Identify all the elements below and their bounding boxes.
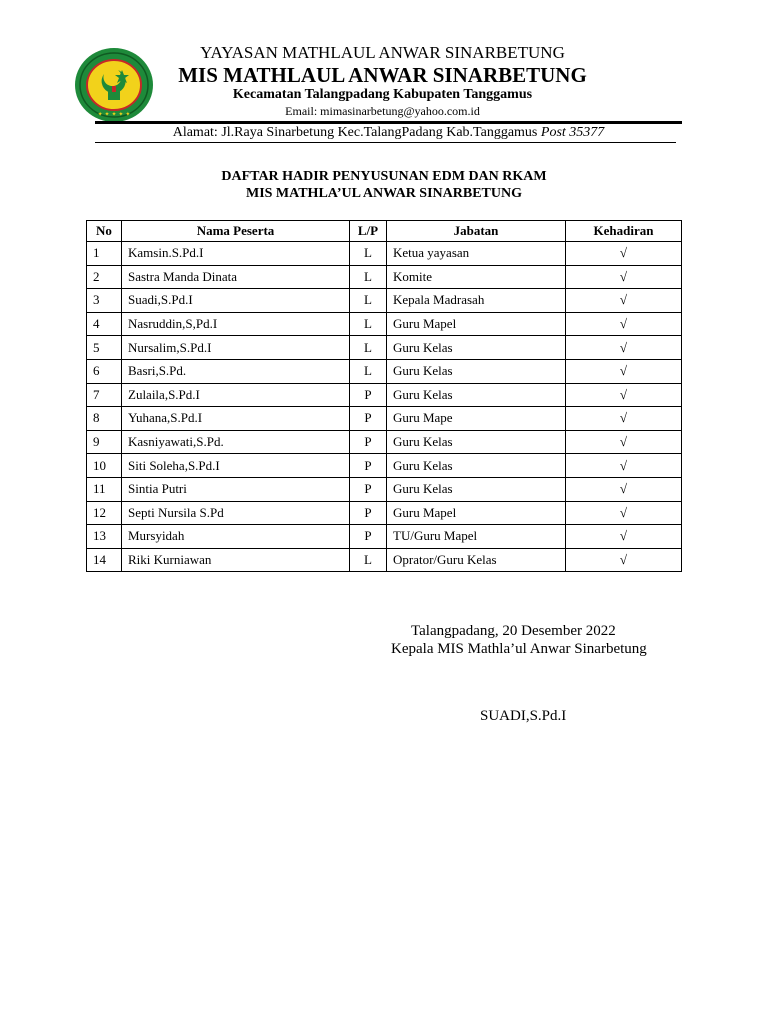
- row-position: Guru Kelas: [387, 359, 566, 383]
- table-row: [87, 430, 682, 454]
- row-attendance: √: [566, 407, 682, 431]
- row-attendance: √: [566, 430, 682, 454]
- table-header-row: [87, 221, 682, 242]
- table-row: [87, 548, 682, 572]
- row-no: 8: [87, 407, 122, 431]
- row-no: 1: [87, 242, 122, 266]
- signatory-name: SUADI,S.Pd.I: [480, 708, 567, 724]
- address-line: [95, 125, 682, 141]
- table-row: [87, 289, 682, 313]
- table-row: [87, 407, 682, 431]
- row-no: 12: [87, 501, 122, 525]
- row-name: Riki Kurniawan: [122, 548, 350, 572]
- row-gender: L: [350, 289, 387, 313]
- row-name: Yuhana,S.Pd.I: [122, 407, 350, 431]
- row-position: Guru Kelas: [387, 477, 566, 501]
- row-name: Septi Nursila S.Pd: [122, 501, 350, 525]
- row-no: 10: [87, 454, 122, 478]
- row-attendance: √: [566, 359, 682, 383]
- row-name: Sastra Manda Dinata: [122, 265, 350, 289]
- row-gender: P: [350, 501, 387, 525]
- row-name: Sintia Putri: [122, 477, 350, 501]
- table-row: [87, 242, 682, 266]
- row-no: 2: [87, 265, 122, 289]
- row-position: Guru Kelas: [387, 454, 566, 478]
- row-attendance: √: [566, 477, 682, 501]
- row-no: 6: [87, 359, 122, 383]
- header-gender: L/P: [350, 221, 387, 242]
- row-gender: L: [350, 359, 387, 383]
- row-position: Guru Kelas: [387, 336, 566, 360]
- row-gender: P: [350, 407, 387, 431]
- table-row: [87, 336, 682, 360]
- row-name: Suadi,S.Pd.I: [122, 289, 350, 313]
- row-position: Ketua yayasan: [387, 242, 566, 266]
- document-title: DAFTAR HADIR PENYUSUNAN EDM DAN RKAM: [221, 169, 547, 184]
- row-position: TU/Guru Mapel: [387, 525, 566, 549]
- table-row: [87, 383, 682, 407]
- signatory-position: Kepala MIS Mathla’ul Anwar Sinarbetung: [391, 641, 647, 657]
- row-name: Nasruddin,S,Pd.I: [122, 312, 350, 336]
- row-attendance: √: [566, 548, 682, 572]
- row-position: Guru Mapel: [387, 312, 566, 336]
- table-row: [87, 501, 682, 525]
- row-name: Zulaila,S.Pd.I: [122, 383, 350, 407]
- place-date: Talangpadang, 20 Desember 2022: [411, 623, 616, 639]
- row-gender: P: [350, 430, 387, 454]
- table-body: [87, 242, 682, 572]
- header-position: Jabatan: [387, 221, 566, 242]
- row-name: Kamsin.S.Pd.I: [122, 242, 350, 266]
- row-gender: P: [350, 454, 387, 478]
- header-attendance: Kehadiran: [566, 221, 682, 242]
- row-attendance: √: [566, 525, 682, 549]
- postal-code: Post 35377: [540, 125, 605, 140]
- school-logo: [74, 46, 154, 124]
- row-attendance: √: [566, 265, 682, 289]
- table-row: [87, 525, 682, 549]
- svg-text:✦ ✦ ✦ ✦ ✦: ✦ ✦ ✦ ✦ ✦: [97, 111, 131, 118]
- row-name: Kasniyawati,S.Pd.: [122, 430, 350, 454]
- row-name: Nursalim,S.Pd.I: [122, 336, 350, 360]
- row-attendance: √: [566, 501, 682, 525]
- table-row: [87, 312, 682, 336]
- row-attendance: √: [566, 289, 682, 313]
- row-no: 14: [87, 548, 122, 572]
- row-gender: P: [350, 383, 387, 407]
- row-gender: L: [350, 312, 387, 336]
- table-row: [87, 477, 682, 501]
- row-gender: P: [350, 477, 387, 501]
- table-row: [87, 359, 682, 383]
- row-position: Komite: [387, 265, 566, 289]
- row-position: Guru Mapel: [387, 501, 566, 525]
- row-attendance: √: [566, 242, 682, 266]
- row-position: Guru Kelas: [387, 383, 566, 407]
- row-gender: L: [350, 548, 387, 572]
- row-position: Kepala Madrasah: [387, 289, 566, 313]
- row-gender: L: [350, 242, 387, 266]
- row-no: 3: [87, 289, 122, 313]
- email-line: Email: mimasinarbetung@yahoo.com.id: [285, 104, 480, 118]
- document-subtitle: MIS MATHLA’UL ANWAR SINARBETUNG: [245, 186, 522, 201]
- row-position: Guru Kelas: [387, 430, 566, 454]
- district-line: Kecamatan Talangpadang Kabupaten Tanggamus: [232, 87, 533, 102]
- row-attendance: √: [566, 454, 682, 478]
- row-attendance: √: [566, 312, 682, 336]
- row-gender: L: [350, 265, 387, 289]
- row-no: 9: [87, 430, 122, 454]
- row-no: 13: [87, 525, 122, 549]
- header-no: No: [87, 221, 122, 242]
- address-text: Alamat: Jl.Raya Sinarbetung Kec.TalangPadang Kab.Tanggamus: [172, 125, 541, 140]
- row-position: Guru Mape: [387, 407, 566, 431]
- table-row: [87, 454, 682, 478]
- row-name: Mursyidah: [122, 525, 350, 549]
- row-gender: L: [350, 336, 387, 360]
- foundation-name: YAYASAN MATHLAUL ANWAR SINARBETUNG: [200, 43, 565, 62]
- school-name: MIS MATHLAUL ANWAR SINARBETUNG: [178, 63, 587, 87]
- attendance-table: [86, 220, 682, 572]
- row-no: 5: [87, 336, 122, 360]
- row-attendance: √: [566, 383, 682, 407]
- row-no: 4: [87, 312, 122, 336]
- letterhead-thick-rule: [95, 121, 682, 124]
- row-name: Basri,S.Pd.: [122, 359, 350, 383]
- row-gender: P: [350, 525, 387, 549]
- row-attendance: √: [566, 336, 682, 360]
- row-no: 7: [87, 383, 122, 407]
- header-name: Nama Peserta: [122, 221, 350, 242]
- letterhead-thin-rule: [95, 142, 676, 143]
- table-row: [87, 265, 682, 289]
- row-name: Siti Soleha,S.Pd.I: [122, 454, 350, 478]
- row-position: Oprator/Guru Kelas: [387, 548, 566, 572]
- row-no: 11: [87, 477, 122, 501]
